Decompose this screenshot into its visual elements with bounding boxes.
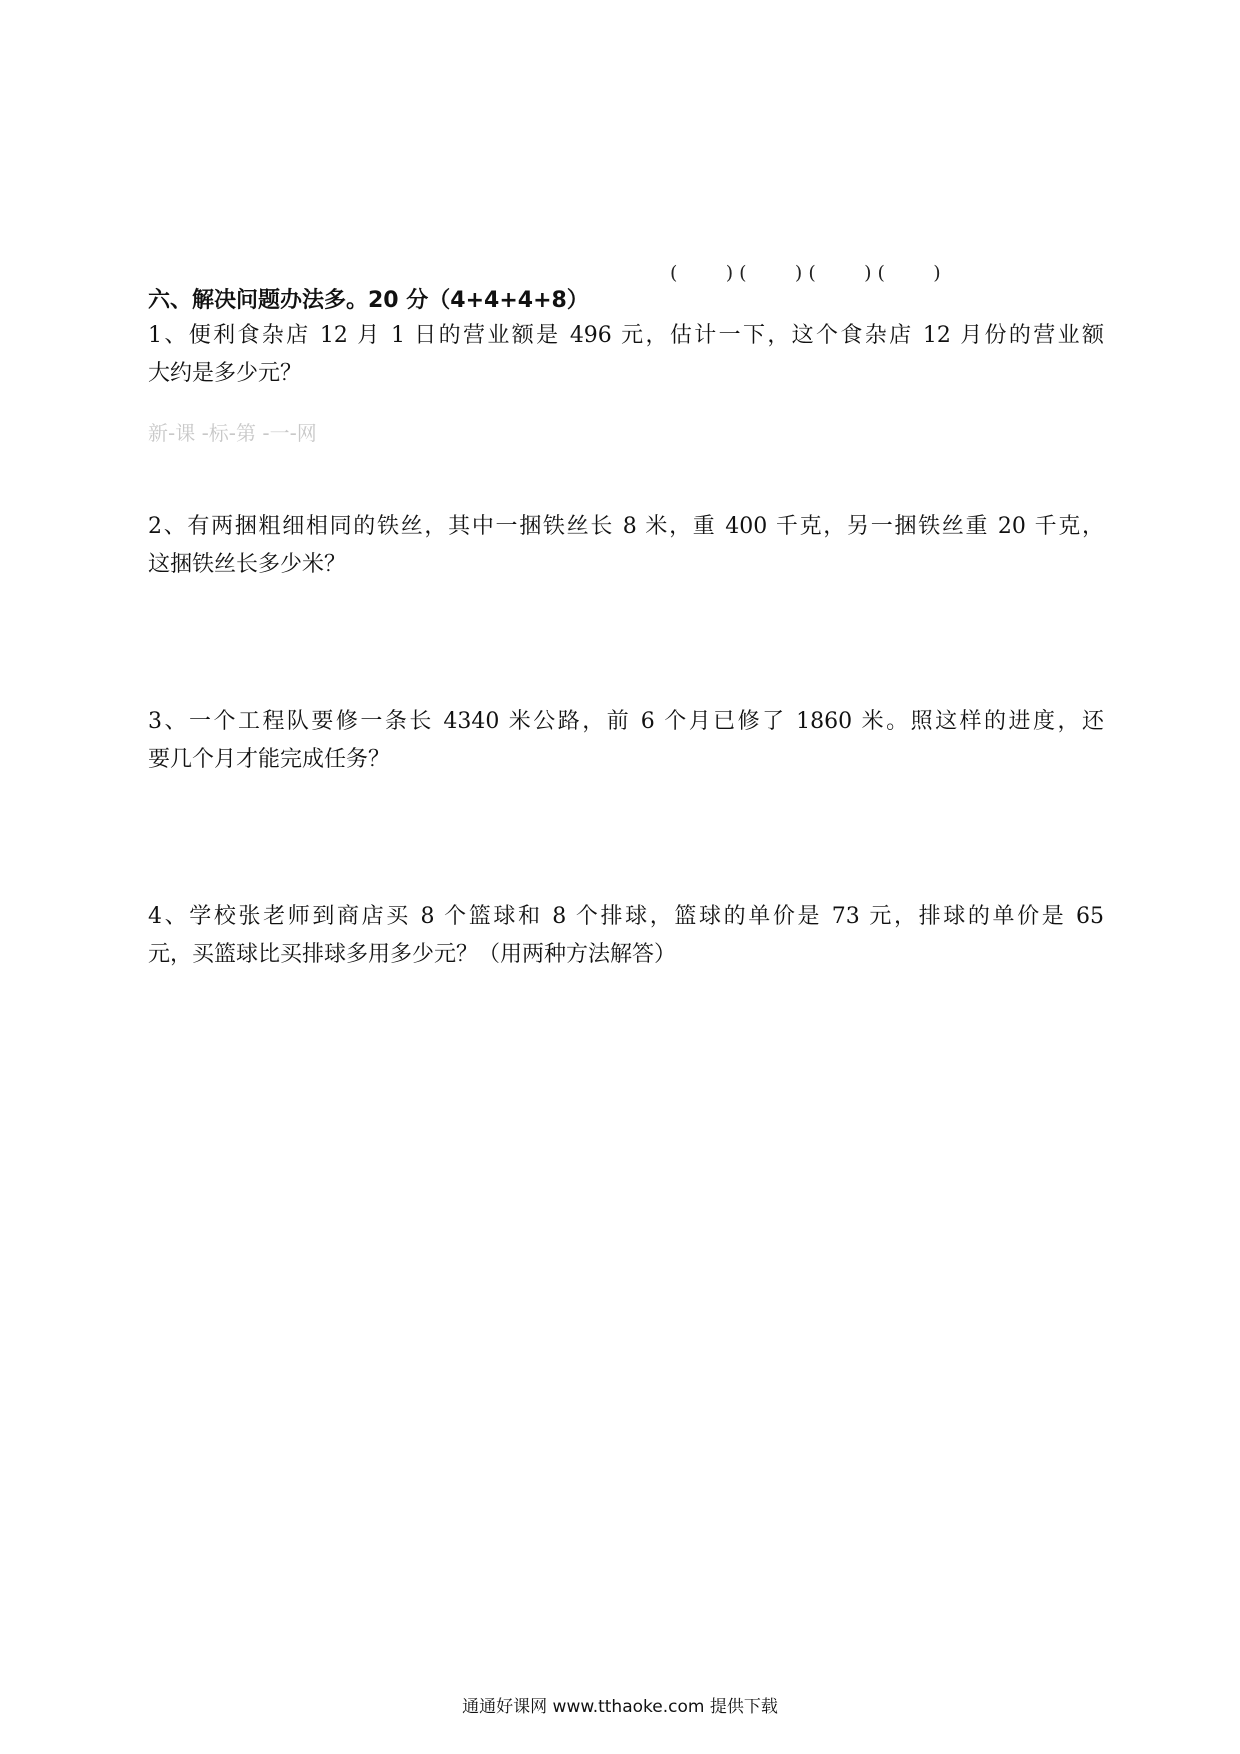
question-4-line-1: 4、学校张老师到商店买 8 个篮球和 8 个排球，篮球的单价是 73 元，排球的单价是 65 xyxy=(148,904,1104,929)
question-2-line-1: 2、有两捆粗细相同的铁丝，其中一捆铁丝长 8 米，重 400 千克，另一捆铁丝重 20 千克， xyxy=(148,514,1104,539)
answer-parentheses: ( ) ( ) ( ) ( ) xyxy=(670,262,941,284)
question-1-line-1: 1、便利食杂店 12 月 1 日的营业额是 496 元，估计一下，这个食杂店 12 月份的营业额 xyxy=(148,323,1104,348)
question-4-line-2: 元，买篮球比买排球多用多少元？（用两种方法解答） xyxy=(148,942,677,967)
question-4 xyxy=(148,898,1104,974)
question-3-line-1: 3、一个工程队要修一条长 4340 米公路，前 6 个月已修了 1860 米。照这样的进度，还 xyxy=(148,709,1104,734)
question-1-line-2: 大约是多少元？ xyxy=(148,361,303,386)
question-3 xyxy=(148,703,1104,779)
watermark-text: 新-课 -标-第 -一-网 xyxy=(148,421,317,445)
footer-text: 通通好课网 www.tthaoke.com 提供下载 xyxy=(462,1697,778,1717)
question-2 xyxy=(148,508,1104,584)
question-2-line-2: 这捆铁丝长多少米？ xyxy=(148,552,347,577)
question-3-line-2: 要几个月才能完成任务？ xyxy=(148,747,391,772)
section-title: 六、解决问题办法多。20 分（4+4+4+8） xyxy=(148,288,589,313)
question-1 xyxy=(148,317,1104,393)
